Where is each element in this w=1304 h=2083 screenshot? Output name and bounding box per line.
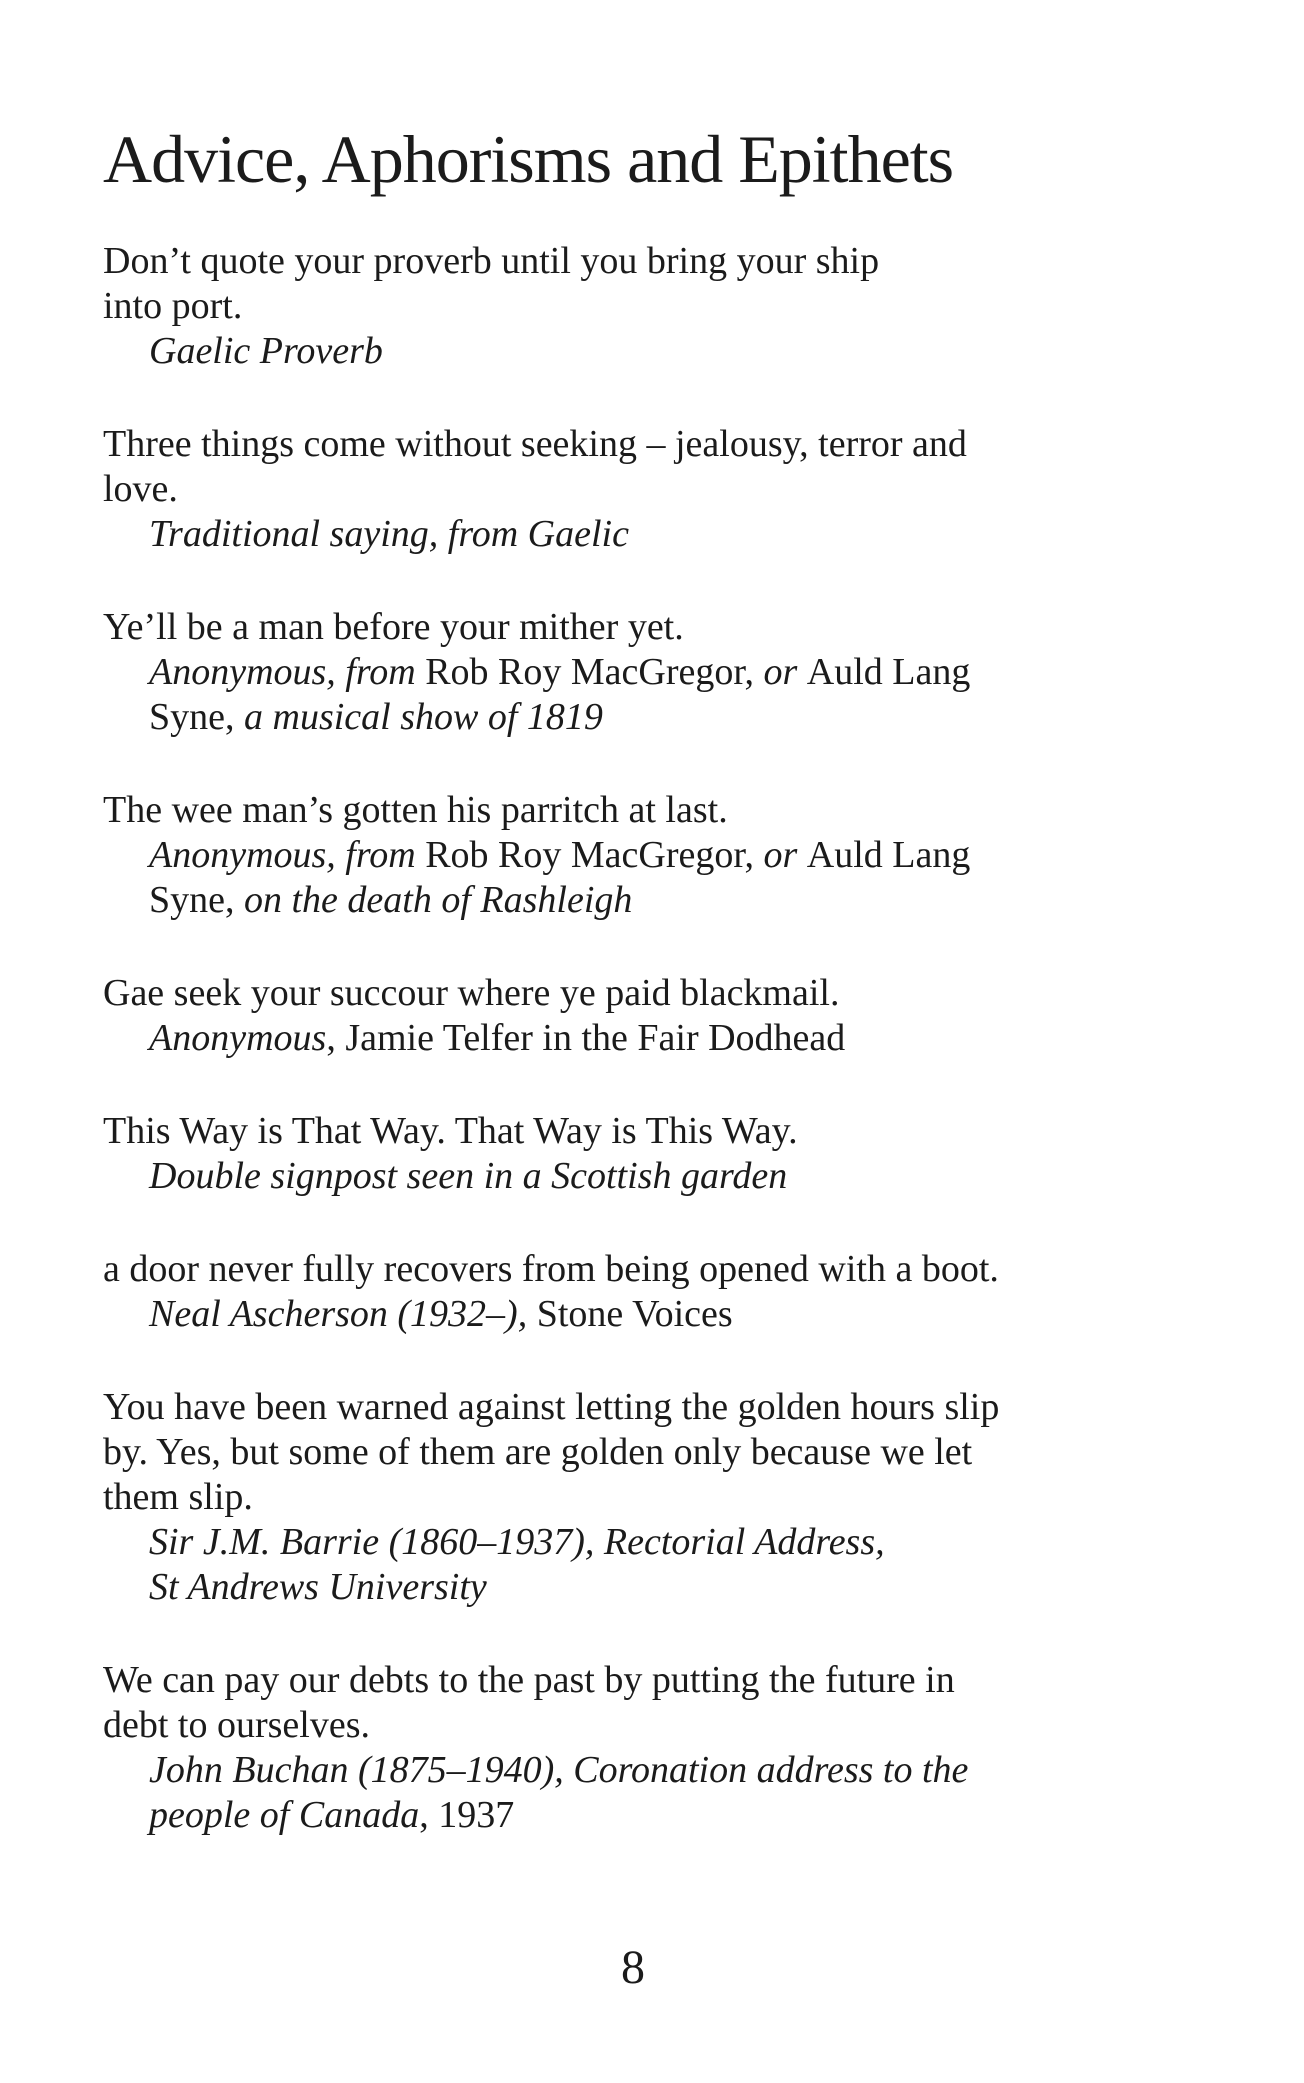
attribution-italic-segment: John Buchan (1875–1940), Coronation address to the (149, 1749, 969, 1791)
attribution-line (103, 1016, 1304, 1061)
quote-text-line: Three things come without seeking – jealousy, terror and (103, 423, 967, 465)
attribution-line (103, 1748, 1304, 1793)
quote-text-line: Ye’ll be a man before your mither yet. (103, 606, 684, 648)
quote-text-line: by. Yes, but some of them are golden only because we let (103, 1431, 973, 1473)
quote-block (103, 239, 1304, 374)
quote-text-line: debt to ourselves. (103, 1704, 371, 1746)
quote-text-line: love. (103, 468, 178, 510)
attribution-italic-segment: Anonymous, from (149, 834, 426, 876)
quote-text-line: them slip. (103, 1476, 253, 1518)
attribution-italic-segment: Neal Ascherson (1932–), (149, 1293, 537, 1335)
attribution-roman-segment: Auld Lang (806, 834, 971, 876)
quote-text-line: We can pay our debts to the past by putting the future in (103, 1659, 955, 1701)
attribution-roman-segment: Syne, (149, 879, 244, 921)
attribution-italic-segment: on the death of Rashleigh (244, 879, 633, 921)
attribution-italic-segment: or (763, 651, 807, 693)
attribution-roman-segment: Rob Roy MacGregor, (425, 651, 764, 693)
page-title: Advice, Aphorisms and Epithets (103, 121, 954, 197)
quote-block (103, 422, 1304, 557)
attribution-line (103, 1793, 1304, 1838)
attribution-italic-segment: Gaelic Proverb (149, 330, 383, 372)
attribution-italic-segment: people of Canada (149, 1794, 420, 1836)
attribution-line (103, 1154, 1304, 1199)
attribution-italic-segment: St Andrews University (149, 1566, 487, 1608)
quote-block (103, 605, 1304, 740)
attribution-line (103, 650, 1304, 695)
attribution-line (103, 878, 1304, 923)
attribution-roman-segment: Stone Voices (536, 1293, 733, 1335)
attribution-italic-segment: or (763, 834, 807, 876)
quote-text-line: Gae seek your succour where ye paid blackmail. (103, 972, 840, 1014)
attribution-line (103, 512, 1304, 557)
quote-text-line: This Way is That Way. That Way is This Way. (103, 1110, 798, 1152)
attribution-italic-segment: Traditional saying, from Gaelic (149, 513, 629, 555)
page-footer (103, 1941, 1163, 1994)
quotes-list (103, 239, 1304, 1838)
quote-text-line: The wee man’s gotten his parritch at last. (103, 789, 728, 831)
quote-block (103, 1658, 1304, 1838)
attribution-italic-segment: Anonymous, from (149, 651, 426, 693)
attribution-roman-segment: , 1937 (419, 1794, 515, 1836)
attribution-line (103, 1565, 1304, 1610)
quote-text-line: a door never fully recovers from being opened with a boot. (103, 1248, 999, 1290)
attribution-line (103, 1520, 1304, 1565)
attribution-line (103, 695, 1304, 740)
attribution-italic-segment: Sir J.M. Barrie (1860–1937), Rectorial Address, (149, 1521, 885, 1563)
attribution-roman-segment: Syne, (149, 696, 244, 738)
quote-text-line: Don’t quote your proverb until you bring your ship (103, 240, 880, 282)
quote-text-line: You have been warned against letting the golden hours slip (103, 1386, 1000, 1428)
quote-block (103, 1385, 1304, 1610)
attribution-italic-segment: Double signpost seen in a Scottish garden (149, 1155, 788, 1197)
quote-block (103, 971, 1304, 1061)
attribution-italic-segment: Anonymous (149, 1017, 327, 1059)
attribution-roman-segment: Rob Roy MacGregor, (425, 834, 764, 876)
attribution-roman-segment: , Jamie Telfer in the Fair Dodhead (326, 1017, 846, 1059)
page-number: 8 (621, 1941, 645, 1994)
quote-block (103, 1247, 1304, 1337)
attribution-italic-segment: a musical show of 1819 (244, 696, 603, 738)
attribution-line (103, 833, 1304, 878)
quote-block (103, 1109, 1304, 1199)
quote-block (103, 788, 1304, 923)
attribution-line (103, 1292, 1304, 1337)
attribution-line (103, 329, 1304, 374)
attribution-roman-segment: Auld Lang (806, 651, 971, 693)
quote-text-line: into port. (103, 285, 243, 327)
